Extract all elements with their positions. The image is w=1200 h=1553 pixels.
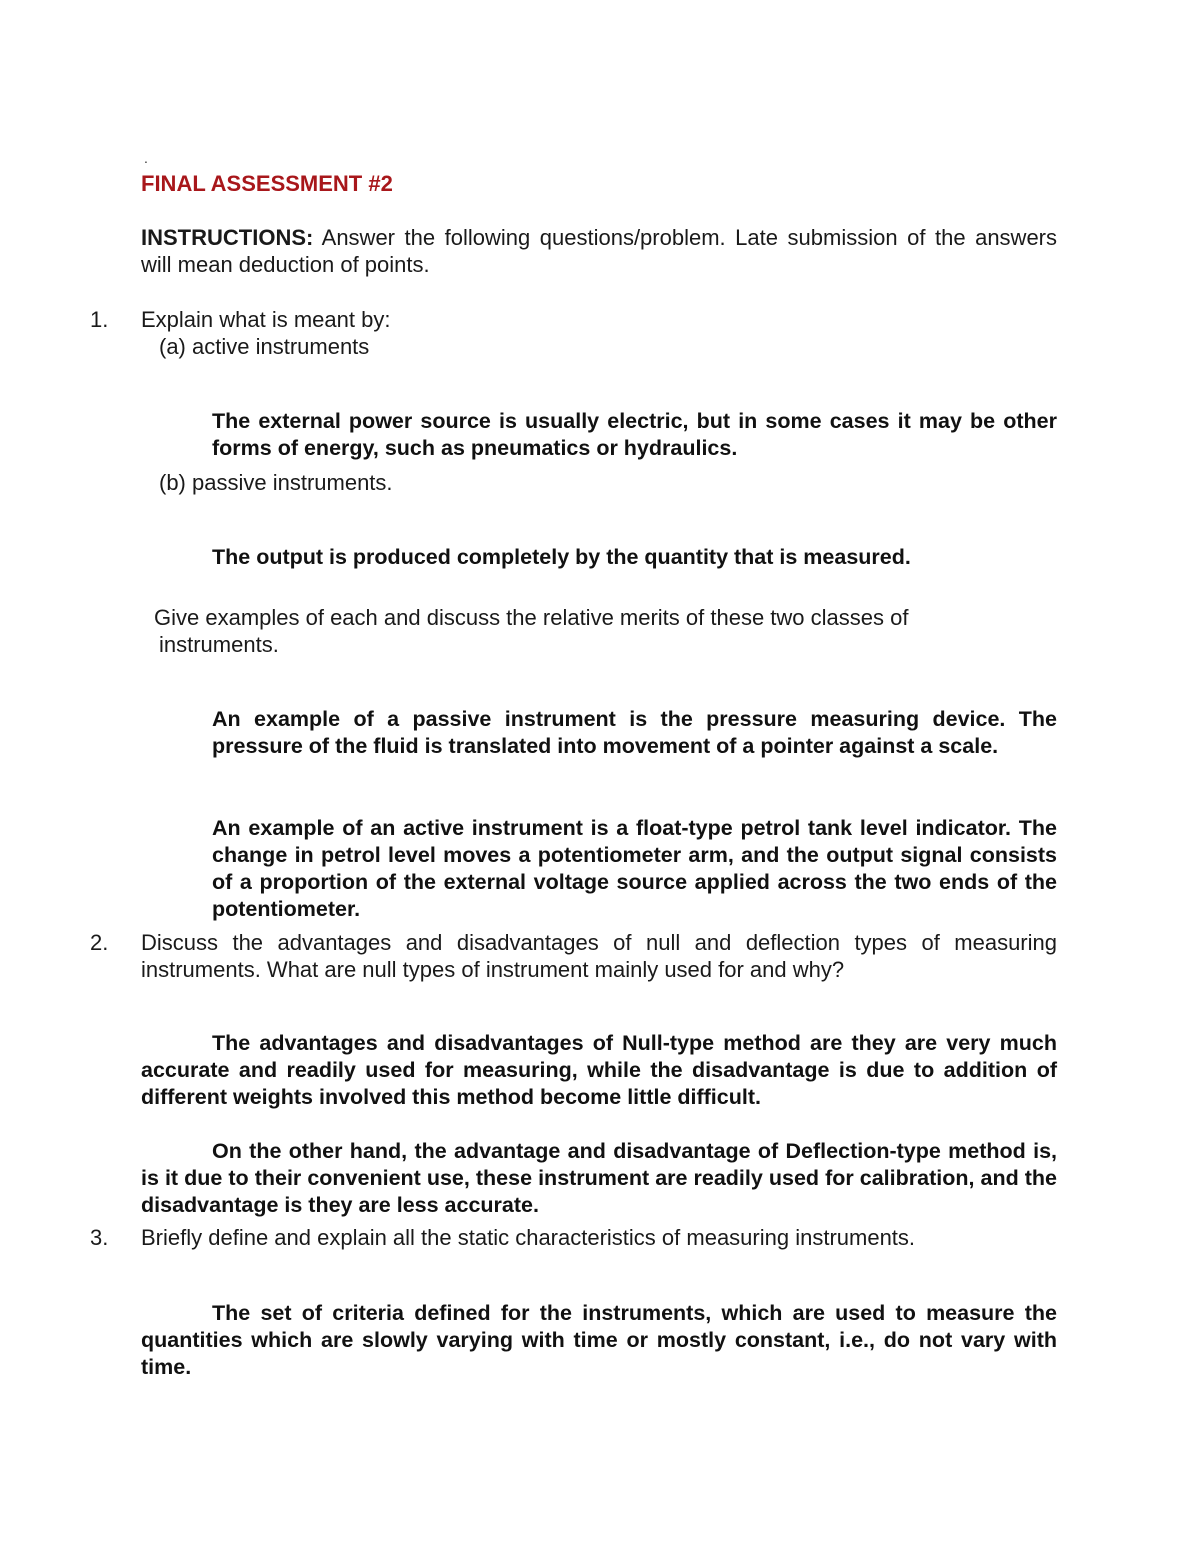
q2-answer-deflection: On the other hand, the advantage and disadvantage of Deflection-type method is, is it due to their convenient use, these instrument are readily used for calibration, and the disadvantage is they are less accurate. [141,1138,1057,1217]
top-mark: . [144,150,148,166]
q1-followup [154,604,984,658]
instructions-label: INSTRUCTIONS: [141,225,314,250]
q2-number: 2. [90,930,109,955]
instructions-text: Answer the following questions/problem. Late submission of the answers will mean deduction of points. [141,225,1057,277]
q3-answer: The set of criteria defined for the instruments, which are used to measure the quantities which are slowly varying with time or mostly constant, i.e., do not vary with time. [141,1300,1057,1379]
q3-text: Briefly define and explain all the static characteristics of measuring instruments. [141,1225,916,1250]
q1-part-a: (a) active instruments [159,334,370,359]
q1-number: 1. [90,307,109,332]
q2-answer-null: The advantages and disadvantages of Null-type method are they are very much accurate and readily used for measuring, while the disadvantage is due to addition of different weights involved this method become little difficult. [141,1030,1057,1109]
q1-text: Explain what is meant by: [141,307,391,332]
q1-answer-b: The output is produced completely by the quantity that is measured. [212,544,911,569]
q1-answer-active-example: An example of an active instrument is a float-type petrol tank level indicator. The change in petrol level moves a potentiometer arm, and the output signal consists of a proportion of the external voltage source applied across the two ends of the potentiometer. [212,815,1057,921]
instructions-paragraph [141,224,1057,278]
q1-followup-line2: instruments. [159,632,279,657]
q1-followup-line1: Give examples of each and discuss the relative merits of these two classes of [154,605,909,630]
q2-text: Discuss the advantages and disadvantages of null and deflection types of measuring instruments. What are null types of instrument mainly used for and why? [141,930,1057,982]
q1-answer-a: The external power source is usually electric, but in some cases it may be other forms of energy, such as pneumatics or hydraulics. [212,408,1057,460]
page-title: FINAL ASSESSMENT #2 [141,171,393,196]
q1-part-b: (b) passive instruments. [159,470,393,495]
q1-answer-passive-example: An example of a passive instrument is the pressure measuring device. The pressure of the fluid is translated into movement of a pointer against a scale. [212,706,1057,758]
q3-number: 3. [90,1225,109,1250]
